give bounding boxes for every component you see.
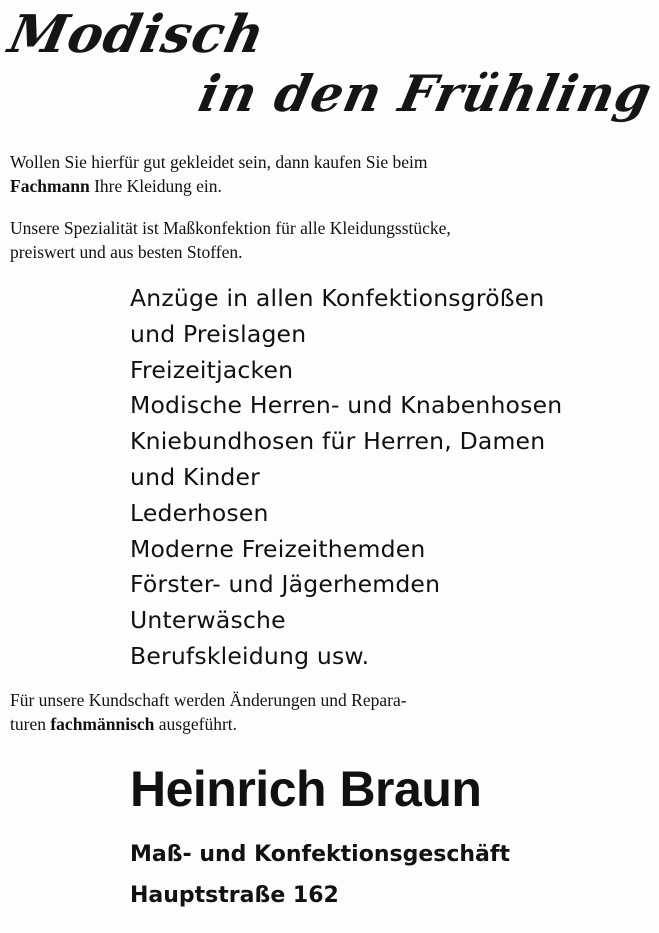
product-item: Anzüge in allen Konfektionsgrößen bbox=[130, 284, 545, 312]
service-line-2-start: turen bbox=[10, 714, 51, 734]
service-bold-word: fachmännisch bbox=[50, 714, 155, 734]
intro-line-1: Wollen Sie hierfür gut gekleidet sein, dann kaufen Sie beim bbox=[10, 152, 428, 172]
intro-line-2-rest: Ihre Kleidung ein. bbox=[89, 176, 222, 196]
product-item: Freizeitjacken bbox=[130, 355, 294, 384]
intro-line-2 bbox=[10, 174, 618, 198]
service-paragraph bbox=[10, 688, 618, 736]
product-list bbox=[130, 281, 562, 675]
headline-line-1: Modisch bbox=[3, 4, 271, 65]
company-name: Heinrich Braun bbox=[130, 761, 482, 817]
service-line-2 bbox=[10, 712, 618, 736]
product-item: Unterwäsche bbox=[130, 606, 286, 635]
intro-paragraph bbox=[10, 150, 618, 198]
product-item: Modische Herren- und Knabenhosen bbox=[130, 391, 563, 420]
product-item: Moderne Freizeithemden bbox=[130, 534, 426, 563]
specialty-line-2: preiswert und aus besten Stoffen. bbox=[10, 242, 243, 262]
specialty-line-1: Unsere Spezialität ist Maßkonfektion für alle Kleidungsstücke, bbox=[10, 218, 451, 238]
product-item: Lederhosen bbox=[130, 498, 269, 527]
product-item: Förster- und Jägerhemden bbox=[130, 570, 441, 599]
product-item: Kniebundhosen für Herren, Damen bbox=[130, 427, 546, 456]
headline-line-2: in den Frühling bbox=[193, 64, 658, 123]
company-address: Hauptstraße 162 bbox=[130, 883, 339, 908]
specialty-paragraph bbox=[10, 216, 618, 264]
product-item: und Kinder bbox=[130, 462, 261, 491]
intro-bold-word: Fachmann bbox=[10, 176, 90, 196]
product-item: Berufskleidung usw. bbox=[130, 641, 370, 670]
product-item: und Preislagen bbox=[130, 319, 307, 348]
service-line-1: Für unsere Kundschaft werden Änderungen und Repara- bbox=[10, 690, 407, 710]
company-type: Maß- und Konfektionsgeschäft bbox=[130, 842, 510, 867]
service-line-2-end: ausgeführt. bbox=[154, 714, 238, 734]
